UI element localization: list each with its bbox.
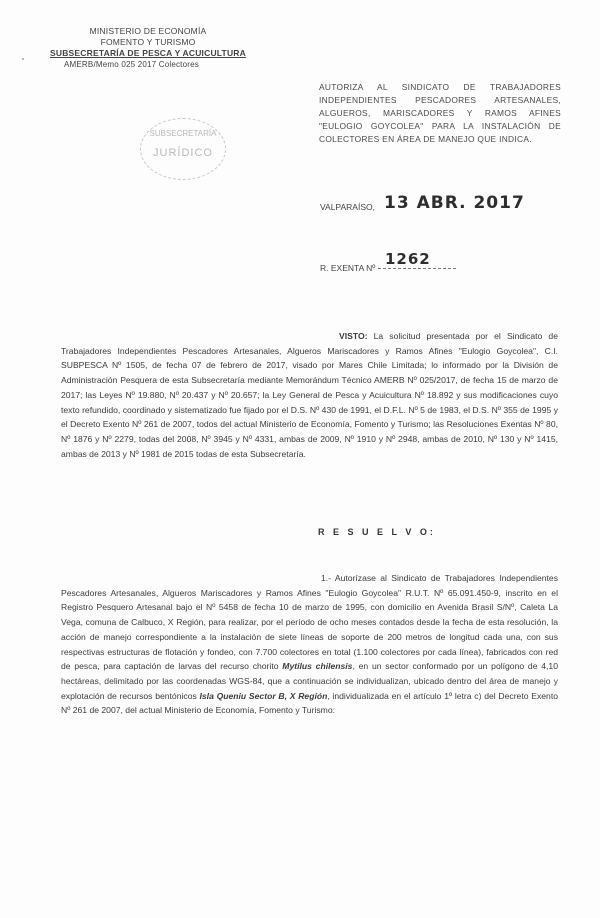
species-name: Mytilus chilensis bbox=[282, 661, 353, 672]
place-label: VALPARAÍSO, bbox=[320, 202, 375, 212]
letterhead bbox=[48, 26, 248, 70]
exenta-label: R. EXENTA Nº bbox=[320, 263, 376, 273]
resolution-date: 13 ABR. 2017 bbox=[384, 193, 525, 213]
visto-paragraph bbox=[61, 329, 558, 461]
exenta-underline bbox=[378, 268, 456, 269]
letterhead-ministry-2: FOMENTO Y TURISMO bbox=[100, 37, 196, 47]
area-name: Isla Queniu Sector B, X Región bbox=[199, 690, 328, 701]
resolution-article-1 bbox=[61, 571, 558, 718]
stamp-line-1: SUBSECRETARÍA bbox=[149, 129, 217, 138]
letterhead-ministry: MINISTERIO DE ECONOMÍA bbox=[89, 26, 207, 36]
faded-stamp bbox=[140, 118, 226, 180]
article-1-text-a: 1.- Autorízase al Sindicato de Trabajadores Independientes Pescadores Artesanales, Algueros Mariscadores y Ramos Afines "Eulogio Goycolea" R.U.T. Nº 65.091.450-9, inscrito en el Registro Pesquero Artesanal bajo el Nº 5458 de fecha 10 de marzo de 1995, con domicilio en Avenida Brasil S/Nº, Caleta La Vega, comuna de Calbuco, X Región, para realizar, por el período de ocho meses contados desde la fecha de esta resolución, la acción de manejo correspondiente a la instalación de siete líneas de soporte de 200 metros de longitud cada una, con sus respectivas estructuras de flotación y fondeo, con 7.700 colectores en total (1.100 colectores por cada línea), fabricados con red de pesca, para captación de larvas del recurso chorito bbox=[61, 573, 558, 672]
visto-text: La solicitud presentada por el Sindicato de Trabajadores Independientes Pescadores Artesanales, Algueros Mariscadores y Ramos Afines "Eulogio Goycolea", C.I. SUBPESCA Nº 1505, de fecha 07 de febrero de 2017, visado por Mares Chile Limitada; lo informado por la División de Administración Pesquera de esta Subsecretaría mediante Memorándum Técnico AMERB Nº 025/2017, de fecha 15 de marzo de 2017; las Leyes Nº 19.880, Nº 20.437 y Nº 20.657; la Ley General de Pesca y Acuicultura Nº 18.892 y sus modificaciones cuyo texto refundido, coordinado y sistematizado fue fijado por el D.S. Nº 430 de 1991, el D.F.L. Nº 5 de 1983, el D.S. Nº 355 de 1995 y el Decreto Exento Nº 261 de 2007, todos del actual Ministerio de Economía, Fomento y Turismo; las Resoluciones Exentas Nº 80, Nº 1876 y Nº 2279, todas del 2008, Nº 3945 y Nº 4331, ambas de 2009, Nº 1910 y Nº 2948, ambas de 2010, Nº 130 y Nº 1415, ambas de 2013 y Nº 1981 de 2015 todas de esta Subsecretaría. bbox=[61, 331, 558, 459]
resuelvo-heading: R E S U E L V O: bbox=[318, 527, 436, 537]
article-1-text-c: , individualizada en el artículo 1º letra c) del Decreto Exento Nº 261 de 2007, del actual Ministerio de Economía, Fomento y Turismo: bbox=[61, 690, 558, 716]
stamp-line-2: JURÍDICO bbox=[153, 147, 213, 159]
resolution-subject: AUTORIZA AL SINDICATO DE TRABAJADORES INDEPENDIENTES PESCADORES ARTESANALES, ALGUEROS, MARISCADORES Y RAMOS AFINES "EULOGIO GOYCOLEA" PARA LA INSTALACIÓN DE COLECTORES EN ÁREA DE MANEJO QUE INDICA. bbox=[319, 82, 561, 144]
letterhead-reference: AMERB/Memo 025 2017 Colectores bbox=[64, 60, 199, 69]
scan-speck bbox=[22, 58, 24, 60]
exenta-number: 1262 bbox=[385, 250, 431, 268]
letterhead-subsecretaria: SUBSECRETARÍA DE PESCA Y ACUICULTURA bbox=[50, 48, 246, 58]
visto-label: VISTO: bbox=[339, 331, 368, 341]
article-1-text-b: , en un sector conformado por un polígono de 4,10 hectáreas, delimitado por las coordenadas WGS-84, que a continuación se individualizan, ubicado dentro del área de manejo y explotación de recursos bentónicos bbox=[61, 661, 558, 701]
